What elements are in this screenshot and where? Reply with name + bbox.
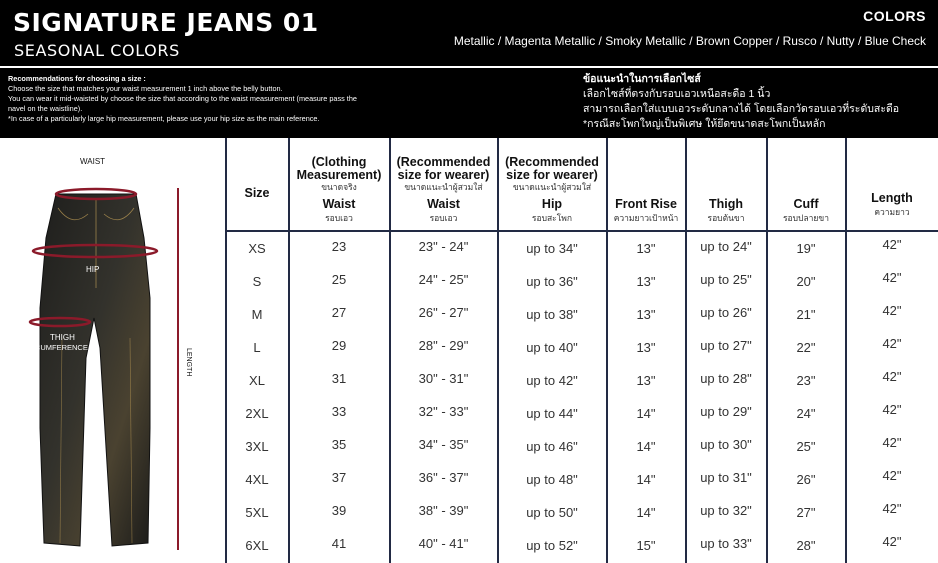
table-cell-length: 42" [882, 369, 902, 384]
table-cell-length: 42" [882, 501, 902, 516]
table-cell-hip: up to 40" [526, 340, 578, 355]
header-front-rise-label: Front Rise [615, 197, 677, 211]
size-table [226, 138, 938, 563]
colors-list: Metallic / Magenta Metallic / Smoky Metallic / Brown Copper / Rusco / Nutty / Blue Check [453, 34, 926, 48]
table-cell-rise: 13" [636, 340, 656, 355]
table-cell-length: 42" [882, 336, 902, 351]
header-clothing-unit-th: รอบเอว [325, 213, 353, 223]
table-cell-waist: 25 [331, 272, 347, 287]
table-cell-hip: up to 34" [526, 241, 578, 256]
table-cell-cuff: 19" [796, 241, 816, 256]
table-cell-size: L [253, 340, 261, 355]
table-cell-length: 42" [882, 303, 902, 318]
table-cell-size: 3XL [245, 439, 269, 454]
table-cell-rise: 13" [636, 274, 656, 289]
header-rec-hip-title: (Recommended size for wearer) [505, 155, 599, 182]
table-cell-thigh: up to 25" [700, 272, 752, 287]
table-cell-length: 42" [882, 534, 902, 549]
header-thigh [686, 138, 766, 230]
table-cell-hip: up to 52" [526, 538, 578, 553]
table-cell-size: 6XL [245, 538, 269, 553]
table-cell-thigh: up to 24" [700, 239, 752, 254]
table-cell-cuff: 21" [796, 307, 816, 322]
table-cell-cuff: 25" [796, 439, 816, 454]
table-cell-rec-waist: 40" - 41" [418, 536, 469, 551]
product-title: SIGNATURE JEANS 01 [13, 8, 319, 37]
header-length-label: Length [871, 191, 913, 205]
table-cell-thigh: up to 31" [700, 470, 752, 485]
header-front-rise [607, 138, 685, 230]
table-cell-hip: up to 48" [526, 472, 578, 487]
header-size-label: Size [244, 186, 270, 200]
table-cell-rise: 15" [636, 538, 656, 553]
header-length [846, 138, 938, 230]
table-cell-size: 2XL [245, 406, 269, 421]
header-thigh-th: รอบต้นขา [707, 213, 745, 223]
table-cell-rec-waist: 28" - 29" [418, 338, 469, 353]
table-cell-size: S [252, 274, 262, 289]
table-cell-rec-waist: 36" - 37" [418, 470, 469, 485]
table-cell-hip: up to 46" [526, 439, 578, 454]
table-cell-waist: 33 [331, 404, 347, 419]
table-cell-rec-waist: 34" - 35" [418, 437, 469, 452]
header-rec-waist-unit: Waist [427, 197, 460, 211]
header-clothing-title: (Clothing Measurement) [296, 155, 382, 182]
table-cell-hip: up to 44" [526, 406, 578, 421]
header-clothing-waist [289, 138, 389, 230]
header-cuff-label: Cuff [793, 197, 819, 211]
table-cell-cuff: 23" [796, 373, 816, 388]
table-cell-rise: 14" [636, 472, 656, 487]
header-rec-waist-title: (Recommended size for wearer) [396, 155, 491, 182]
rec-en-heading: Recommendations for choosing a size : [8, 74, 146, 83]
header-length-th: ความยาว [874, 207, 910, 217]
table-cell-thigh: up to 33" [700, 536, 752, 551]
rec-th-heading: ข้อแนะนำในการเลือกไซส์ [583, 73, 701, 85]
table-cell-rec-waist: 26" - 27" [418, 305, 469, 320]
table-cell-waist: 37 [331, 470, 347, 485]
table-cell-length: 42" [882, 435, 902, 450]
table-cell-waist: 29 [331, 338, 347, 353]
table-cell-waist: 31 [331, 371, 347, 386]
header-divider [0, 66, 938, 68]
table-cell-length: 42" [882, 468, 902, 483]
table-cell-thigh: up to 32" [700, 503, 752, 518]
table-cell-cuff: 20" [796, 274, 816, 289]
table-cell-rec-waist: 24" - 25" [418, 272, 469, 287]
table-cell-length: 42" [882, 402, 902, 417]
header-recommended-hip [498, 138, 606, 230]
header-cuff [767, 138, 845, 230]
table-cell-waist: 23 [331, 239, 347, 254]
table-cell-rise: 14" [636, 406, 656, 421]
table-cell-size: XS [248, 241, 266, 256]
header-size [226, 138, 288, 230]
header-front-rise-th: ความยาวเป้าหน้า [613, 213, 679, 223]
table-cell-rise: 13" [636, 373, 656, 388]
header-thigh-label: Thigh [708, 197, 743, 211]
table-cell-rec-waist: 32" - 33" [418, 404, 469, 419]
rec-en-line: You can wear it mid-waisted by choose the size that according to the waist measurement (measure pass the [8, 94, 357, 103]
table-cell-cuff: 22" [796, 340, 816, 355]
table-cell-rise: 14" [636, 505, 656, 520]
table-cell-waist: 27 [331, 305, 347, 320]
table-cell-size: 4XL [245, 472, 269, 487]
table-cell-waist: 35 [331, 437, 347, 452]
table-cell-length: 42" [882, 237, 902, 252]
table-cell-thigh: up to 29" [700, 404, 752, 419]
table-cell-cuff: 26" [796, 472, 816, 487]
rec-th-line: *กรณีสะโพกใหญ่เป็นพิเศษ ให้ยึดขนาดสะโพกเป็นหลัก [583, 118, 826, 130]
table-cell-rec-waist: 30" - 31" [418, 371, 469, 386]
table-cell-size: XL [249, 373, 265, 388]
table-cell-length: 42" [882, 270, 902, 285]
table-cell-rec-waist: 23" - 24" [418, 239, 469, 254]
table-cell-rise: 14" [636, 439, 656, 454]
table-cell-thigh: up to 27" [700, 338, 752, 353]
table-cell-thigh: up to 30" [700, 437, 752, 452]
table-cell-thigh: up to 28" [700, 371, 752, 386]
header-rec-hip-unit: Hip [541, 197, 563, 211]
header-clothing-unit: Waist [322, 197, 356, 211]
rec-th-line: เลือกไซส์ที่ตรงกับรอบเอวเหนือสะดือ 1 นิ้ว [583, 88, 771, 100]
header-rec-waist-unit-th: รอบเอว [429, 213, 458, 223]
colors-heading: COLORS [863, 8, 926, 24]
thigh-label: THIGH [50, 333, 75, 342]
waist-label: WAIST [80, 157, 106, 166]
table-cell-waist: 39 [331, 503, 347, 518]
recommendations-english [8, 74, 458, 124]
header-row-divider [226, 230, 938, 232]
table-cell-rec-waist: 38" - 39" [418, 503, 469, 518]
table-cell-size: 5XL [245, 505, 269, 520]
product-subtitle: SEASONAL COLORS [14, 41, 180, 60]
length-label: LENGTH [185, 348, 192, 377]
header-recommended-waist [390, 138, 497, 230]
header-rec-hip-unit-th: รอบสะโพก [531, 213, 573, 223]
hip-label: HIP [86, 265, 100, 274]
header-clothing-sub: ขนาดจริง [321, 182, 357, 192]
rec-th-line: สามารถเลือกใส่แบบเอวระดับกลางได้ โดยเลือกวัดรอบเอวที่ระดับสะดือ [583, 103, 900, 115]
header-banner [0, 0, 938, 138]
recommendations-thai [583, 72, 933, 132]
table-cell-rise: 13" [636, 307, 656, 322]
table-cell-waist: 41 [331, 536, 347, 551]
header-rec-waist-sub: ขนาดแนะนำผู้สวมใส่ [404, 182, 483, 192]
header-rec-hip-sub: ขนาดแนะนำผู้สวมใส่ [512, 182, 592, 192]
table-cell-thigh: up to 26" [700, 305, 752, 320]
table-cell-rise: 13" [636, 241, 656, 256]
table-cell-cuff: 28" [796, 538, 816, 553]
table-cell-size: M [251, 307, 263, 322]
rec-en-line: navel on the waistline). [8, 104, 83, 113]
table-cell-cuff: 27" [796, 505, 816, 520]
circumference-label: CIRCUMFERENCE [22, 343, 88, 352]
rec-en-line: *In case of a particularly large hip measurement, please use your hip size as the main reference. [8, 114, 320, 123]
table-cell-hip: up to 50" [526, 505, 578, 520]
rec-en-line: Choose the size that matches your waist measurement 1 inch above the belly button. [8, 84, 283, 93]
table-cell-hip: up to 38" [526, 307, 578, 322]
header-cuff-th: รอบปลายขา [782, 213, 829, 223]
table-cell-hip: up to 42" [526, 373, 578, 388]
table-cell-cuff: 24" [796, 406, 816, 421]
table-cell-hip: up to 36" [526, 274, 578, 289]
jeans-figure [0, 138, 226, 563]
